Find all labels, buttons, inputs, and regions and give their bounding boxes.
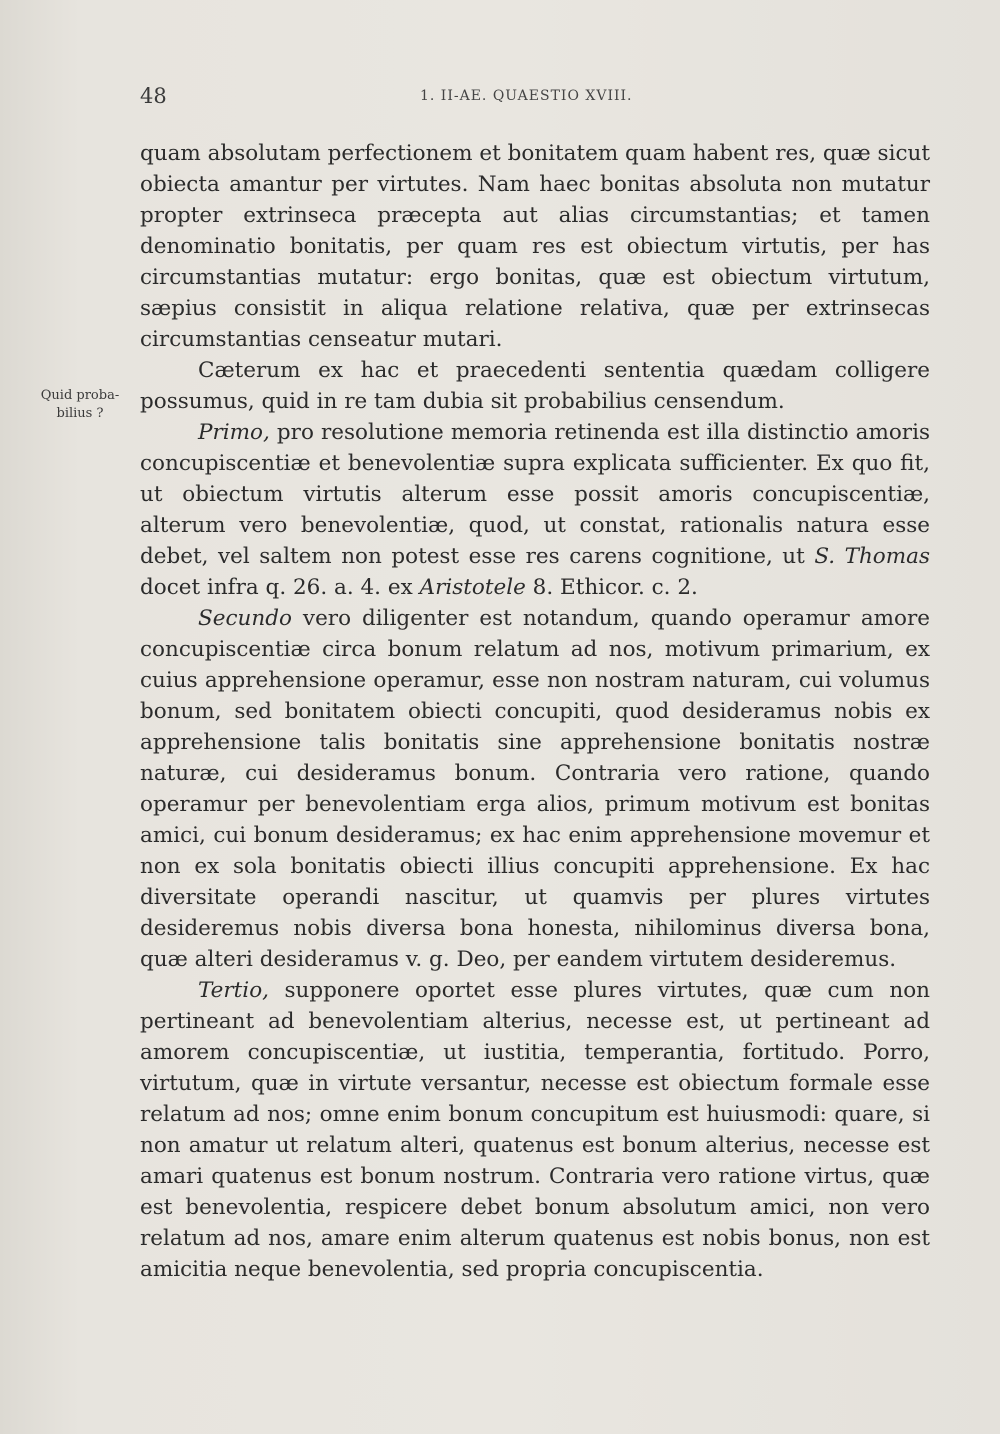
paragraph-text: supponere oportet esse plures virtutes, quæ cum non pertineant ad benevolentiam alterius, necesse est, ut pertineant ad amorem concupiscentiæ, ut iustitia, temperantia, fortitudo. Porro, virtutum, quæ in virtute versantur, necesse est obiectum formale esse relatum ad nos; omne enim bonum concupitum est huiusmodi: quare, si non amatur ut relatum alteri, quatenus est bonum alterius, necesse est amari quatenus est bonum nostrum. Contraria vero ratione virtus, quæ est benevolentia, respicere debet bonum absolutum amici, non vero relatum ad nos, amare enim alterum quatenus est nobis bonus, non est amicitia neque benevolentia, sed propria concupiscentia.	[140, 978, 930, 1282]
page-number: 48	[140, 84, 167, 108]
citation-author: S. Thomas	[814, 544, 930, 569]
paragraph-text: pro resolutione memoria retinenda est illa distinctio amoris concupiscentiæ et benevolentiæ supra explicata sufficienter. Ex quo fit, ut obiectum virtutis alterum esse possit amoris concupiscentiæ, alterum vero benevolentiæ, quod, ut constat, rationalis natura esse debet, vel saltem non potest esse res carens cognitione, ut	[140, 420, 930, 569]
paragraph-text: vero diligenter est notandum, quando operamur amore concupiscentiæ circa bonum relatum ad nos, motivum primarium, ex cuius apprehensione operamur, esse non nostram naturam, cui volumus bonum, sed bonitatem obiecti concupiti, quod desideramus nobis ex apprehensione talis bonitatis sine apprehensione bonitatis nostræ naturæ, cui desideramus bonum. Contraria vero ratione, quando operamur per benevolentiam erga alios, primum motivum est bonitas amici, cui bonum desideramus; ex hac enim apprehensione movemur et non ex sola bonitatis obiecti illius concupiti apprehensione. Ex hac diversitate operandi nascitur, ut quamvis per plures virtutes desideremus nobis diversa bona honesta, nihilominus diversa bona, quæ alteri desideramus v. g. Deo, per eandem virtutem desideremus.	[140, 606, 930, 972]
running-head: 1. II-AE. QUAESTIO XVIII.	[420, 88, 633, 104]
margin-note-line: Quid proba-	[40, 388, 120, 403]
paragraph-lead: Secundo	[198, 606, 292, 631]
page-header	[140, 84, 920, 114]
paragraph-text: 8. Ethicor. c. 2.	[525, 575, 698, 600]
body-text	[140, 138, 930, 1285]
paragraph-3	[140, 417, 930, 603]
citation-author: Aristotele	[419, 575, 526, 600]
paragraph-2: Cæterum ex hac et praecedenti sententia quædam colligere possumus, quid in re tam dubia sit probabilius censendum.	[140, 358, 930, 414]
margin-note-line: bilius ?	[56, 406, 104, 421]
paragraph-1: quam absolutam perfectionem et bonitatem quam habent res, quæ sicut obiecta amantur per virtutes. Nam haec bonitas absoluta non mutatur propter extrinseca præcepta aut alias circumstantias; et tamen denominatio bonitatis, per quam res est obiectum virtutis, per has circumstantias mutatur: ergo bonitas, quæ est obiectum virtutum, sæpius consistit in aliqua relatione relativa, quæ per extrinsecas circumstantias censeatur mutari.	[140, 141, 930, 352]
paragraph-5	[140, 975, 930, 1285]
paragraph-text: docet infra q. 26. a. 4. ex	[140, 575, 420, 600]
paragraph-lead: Primo,	[198, 420, 270, 445]
margin-note	[30, 387, 130, 423]
paragraph-lead: Tertio,	[198, 978, 269, 1003]
paragraph-4	[140, 603, 930, 975]
